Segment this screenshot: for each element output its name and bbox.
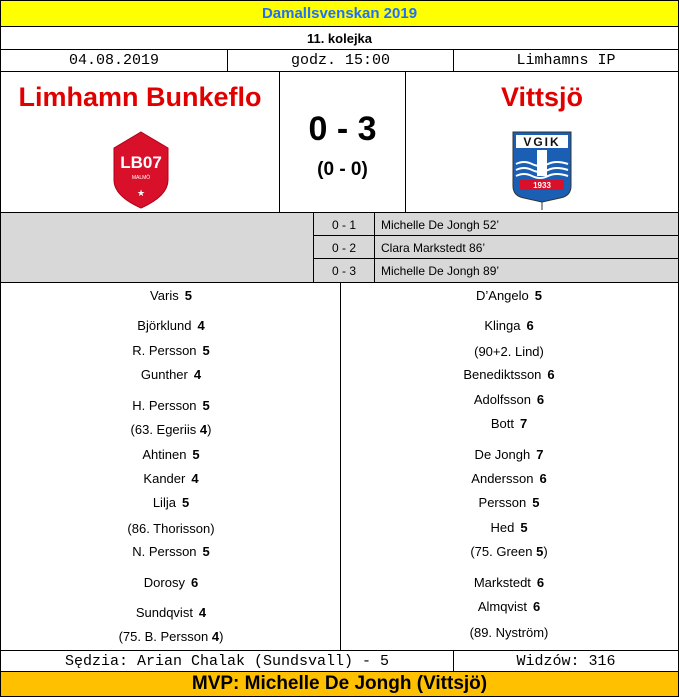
away-logo-year: 1933	[533, 181, 551, 190]
svg-text:★: ★	[136, 188, 146, 198]
score-panel	[279, 71, 406, 213]
away-team-logo	[510, 130, 574, 210]
home-player-1: Varis 5	[150, 288, 192, 303]
competition-title	[0, 0, 679, 27]
home-player-4: Gunther 4	[140, 367, 202, 382]
away-player-2: Klinga 6	[484, 318, 534, 333]
match-date-text: 04.08.2019	[68, 52, 159, 69]
match-venue-text: Limhamns IP	[516, 52, 616, 69]
away-player-1: D’Angelo 5	[476, 288, 542, 303]
home-player-10: Dorosy 6	[143, 575, 199, 590]
home-sub-1: (63. Egeriis 4)	[130, 422, 212, 437]
competition-title-text: Damallsvenskan 2019	[261, 5, 418, 22]
away-sub-3: (89. Nyström)	[469, 625, 549, 640]
home-player-11: Sundqvist 4	[135, 605, 207, 620]
goal-divider-2	[313, 258, 679, 259]
mvp-text: MVP: Michelle De Jongh (Vittsjö)	[191, 673, 488, 694]
home-sub-2: (86. Thorisson)	[127, 521, 215, 536]
home-player-2: Björklund 4	[137, 318, 205, 333]
home-sub-3: (75. B. Persson 4)	[118, 629, 224, 644]
home-logo-text: LB07	[120, 153, 162, 172]
home-team-name: Limhamn Bunkeflo	[18, 82, 262, 112]
home-team-logo	[110, 130, 172, 210]
match-time	[227, 49, 454, 72]
away-player-9: Hed 5	[490, 520, 528, 535]
away-player-10: Markstedt 6	[473, 575, 545, 590]
goal-divider-1	[313, 235, 679, 236]
final-score: 0 - 3	[308, 110, 377, 148]
match-time-text: godz. 15:00	[290, 52, 391, 69]
away-player-5: Bott 7	[490, 416, 528, 431]
round-text: 11. kolejka	[306, 30, 373, 46]
away-logo-text: VGIK	[523, 135, 561, 149]
home-player-3: R. Persson 5	[132, 343, 210, 358]
away-team-panel	[405, 71, 679, 213]
attendance-info	[453, 650, 679, 672]
away-lineup	[340, 282, 679, 651]
goal-score-3: 0 - 3	[331, 263, 356, 278]
goal-scorer-3: Michelle De Jongh 89’	[381, 263, 500, 278]
round-label	[0, 26, 679, 50]
away-sub-1: (90+2. Lind)	[474, 344, 544, 359]
goal-scorer-2: Clara Markstedt 86’	[381, 240, 486, 255]
home-team-panel	[0, 71, 280, 213]
away-player-8: Persson 5	[478, 495, 540, 510]
home-logo-subtext: MALMÖ	[131, 175, 151, 181]
match-venue	[453, 49, 679, 72]
away-player-4: Adolfsson 6	[473, 392, 545, 407]
match-date	[0, 49, 228, 72]
goal-score-2: 0 - 2	[331, 240, 356, 255]
away-player-11: Almqvist 6	[477, 599, 541, 614]
halftime-score: (0 - 0)	[317, 159, 368, 180]
attendance-text: Widzów: 316	[516, 652, 616, 670]
home-player-9: N. Persson 5	[132, 544, 210, 559]
home-lineup	[0, 282, 341, 651]
goal-scorer-1: Michelle De Jongh 52’	[381, 217, 500, 232]
away-sub-2: (75. Green 5)	[470, 544, 548, 559]
goals-left-empty	[0, 212, 314, 283]
away-player-6: De Jongh 7	[474, 447, 544, 462]
home-player-5: H. Persson 5	[132, 398, 210, 413]
referee-info	[0, 650, 454, 672]
home-player-6: Ahtinen 5	[142, 447, 200, 462]
goal-score-1: 0 - 1	[331, 217, 356, 232]
referee-text: Sędzia: Arian Chalak (Sundsvall) - 5	[64, 652, 390, 670]
mvp-banner	[0, 671, 679, 697]
home-player-7: Kander 4	[143, 471, 199, 486]
home-player-8: Lilja 5	[152, 495, 190, 510]
away-player-7: Andersson 6	[471, 471, 547, 486]
away-team-name: Vittsjö	[500, 82, 583, 112]
away-player-3: Benediktsson 6	[463, 367, 555, 382]
